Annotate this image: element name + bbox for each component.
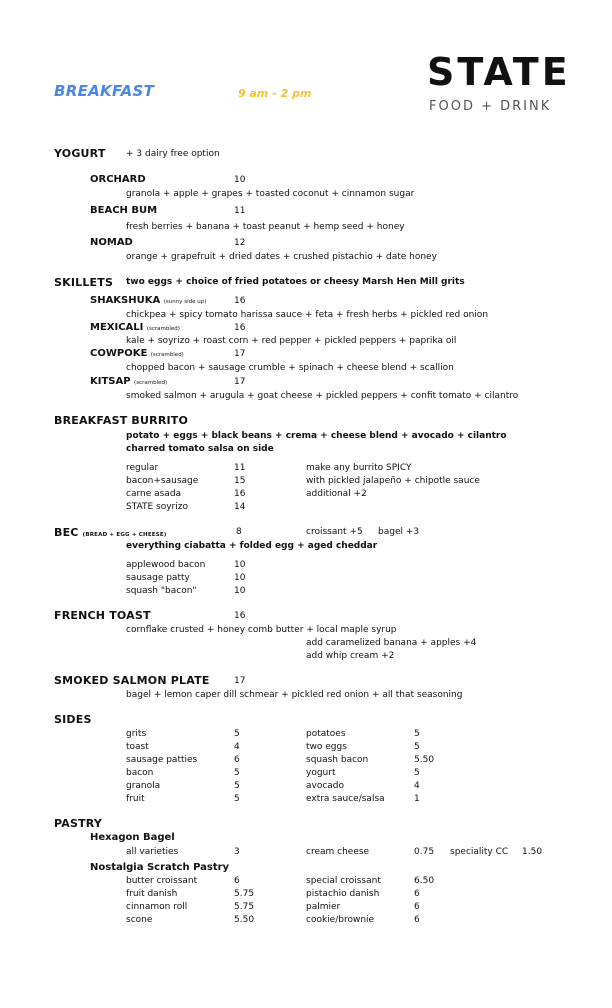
burrito-desc: potato + eggs + black beans + crema + cheese blend + avocado + cilantro <box>126 431 507 441</box>
option-price: 11 <box>234 463 246 473</box>
option-price: 5 <box>234 794 240 804</box>
bec-subtitle: (BREAD + EGG + CHEESE) <box>82 532 167 538</box>
item-price: 16 <box>234 323 246 333</box>
item-desc: kale + soyrizo + roast corn + red pepper + pickled peppers + paprika oil <box>126 336 457 346</box>
french-toast-add: add whip cream +2 <box>306 651 395 661</box>
option-price: 14 <box>234 502 246 512</box>
option-name: cookie/brownie <box>306 915 375 925</box>
option-name: cinnamon roll <box>126 902 188 912</box>
option-name: special croissant <box>306 876 381 886</box>
option-price: 5 <box>234 729 240 739</box>
option-price: 6 <box>414 902 420 912</box>
burrito-desc: charred tomato salsa on side <box>126 444 274 454</box>
salmon-price: 17 <box>234 676 246 686</box>
option-price: 4 <box>234 742 240 752</box>
option-price: 5 <box>414 768 420 778</box>
item-style: (scrambled) <box>134 380 168 386</box>
option-price: 15 <box>234 476 246 486</box>
item-name: NOMAD <box>90 237 133 248</box>
option-name: pistachio danish <box>306 889 380 899</box>
option-name: fruit <box>126 794 145 804</box>
option-price: 5.50 <box>234 915 255 925</box>
section-title-burrito: BREAKFAST BURRITO <box>54 414 189 427</box>
option-price: 16 <box>234 489 246 499</box>
item-desc: fresh berries + banana + toast peanut + hemp seed + honey <box>126 222 405 232</box>
item-price: 10 <box>234 175 246 185</box>
section-title-skillets: SKILLETS <box>54 276 114 289</box>
option-price: 6 <box>234 755 240 765</box>
section-title-sides: SIDES <box>54 713 92 726</box>
option-name: sausage patty <box>126 573 190 583</box>
section-title-yogurt: YOGURT <box>54 147 106 160</box>
item-price: 17 <box>234 349 246 359</box>
item-desc: granola + apple + grapes + toasted coconut + cinnamon sugar <box>126 189 415 199</box>
option-name: applewood bacon <box>126 560 206 570</box>
burrito-extra: make any burrito SPICY <box>306 463 412 473</box>
item-style: (sunny side up) <box>163 299 207 305</box>
option-name: squash "bacon" <box>126 586 197 596</box>
option-name: extra sauce/salsa <box>306 794 385 804</box>
burrito-extra: with pickled jalapeño + chipotle sauce <box>306 476 480 486</box>
option-price: 3 <box>234 847 240 857</box>
option-name: fruit danish <box>126 889 178 899</box>
scratch-pastry-title: Nostalgia Scratch Pastry <box>90 862 230 873</box>
option-price: 6 <box>234 876 240 886</box>
option-name: potatoes <box>306 729 346 739</box>
option-name: granola <box>126 781 161 791</box>
salmon-desc: bagel + lemon caper dill schmear + pickled red onion + all that seasoning <box>126 690 463 700</box>
bec-addon: bagel +3 <box>378 527 420 537</box>
item-price: 11 <box>234 206 246 216</box>
yogurt-note: + 3 dairy free option <box>126 149 220 159</box>
option-price: 10 <box>234 560 246 570</box>
bec-title: BEC <box>54 526 79 539</box>
item-style: (scrambled) <box>150 352 184 358</box>
item-name <box>90 376 167 387</box>
item-name <box>90 348 184 359</box>
section-title-salmon: SMOKED SALMON PLATE <box>54 674 210 687</box>
french-toast-price: 16 <box>234 611 246 621</box>
bec-desc: everything ciabatta + folded egg + aged cheddar <box>126 541 378 551</box>
item-name-text: SHAKSHUKA <box>90 295 161 306</box>
item-desc: orange + grapefruit + dried dates + crushed pistachio + date honey <box>126 252 437 262</box>
option-name: toast <box>126 742 149 752</box>
item-name-text: KITSAP <box>90 376 131 387</box>
section-title-french-toast: FRENCH TOAST <box>54 609 151 622</box>
option-name: STATE soyrizo <box>126 502 188 512</box>
bec-addon: croissant +5 <box>306 527 363 537</box>
burrito-extra: additional +2 <box>306 489 367 499</box>
option-name: bacon <box>126 768 154 778</box>
option-price: 1.50 <box>522 847 543 857</box>
option-price: 6.50 <box>414 876 435 886</box>
option-price: 5.75 <box>234 889 255 899</box>
item-desc: smoked salmon + arugula + goat cheese + pickled peppers + confit tomato + cilantro <box>126 391 519 401</box>
item-name: ORCHARD <box>90 174 146 185</box>
option-price: 5 <box>234 768 240 778</box>
option-price: 6 <box>414 915 420 925</box>
option-name: all varieties <box>126 847 179 857</box>
french-toast-desc: cornflake crusted + honey comb butter + local maple syrup <box>126 625 397 635</box>
option-price: 5 <box>414 729 420 739</box>
hexagon-bagel-title: Hexagon Bagel <box>90 832 175 843</box>
option-name: bacon+sausage <box>126 476 199 486</box>
option-price: 1 <box>414 794 420 804</box>
item-name: BEACH BUM <box>90 205 158 216</box>
item-style: (scrambled) <box>146 326 180 332</box>
option-name: scone <box>126 915 153 925</box>
item-desc: chickpea + spicy tomato harissa sauce + feta + fresh herbs + pickled red onion <box>126 310 489 320</box>
section-title-bec <box>54 526 167 539</box>
option-name: butter croissant <box>126 876 198 886</box>
option-name: regular <box>126 463 159 473</box>
option-name: speciality CC <box>450 847 509 857</box>
option-price: 5 <box>234 781 240 791</box>
item-price: 16 <box>234 296 246 306</box>
option-price: 6 <box>414 889 420 899</box>
option-price: 5.50 <box>414 755 435 765</box>
logo-wordmark: STATE <box>427 50 571 94</box>
item-desc: chopped bacon + sausage crumble + spinach + cheese blend + scallion <box>126 363 454 373</box>
option-price: 0.75 <box>414 847 435 857</box>
option-price: 5.75 <box>234 902 255 912</box>
option-price: 4 <box>414 781 420 791</box>
option-name: two eggs <box>306 742 347 752</box>
option-name: cream cheese <box>306 847 370 857</box>
item-price: 12 <box>234 238 246 248</box>
french-toast-add: add caramelized banana + apples +4 <box>306 638 477 648</box>
option-name: sausage patties <box>126 755 198 765</box>
skillets-note: two eggs + choice of fried potatoes or cheesy Marsh Hen Mill grits <box>126 277 465 287</box>
item-name-text: COWPOKE <box>90 348 148 359</box>
section-title-pastry: PASTRY <box>54 817 103 830</box>
item-price: 17 <box>234 377 246 387</box>
bec-price: 8 <box>236 527 242 537</box>
item-name <box>90 322 180 333</box>
option-name: avocado <box>306 781 345 791</box>
option-name: palmier <box>306 902 341 912</box>
option-name: squash bacon <box>306 755 369 765</box>
option-price: 10 <box>234 573 246 583</box>
item-name <box>90 295 206 306</box>
option-name: yogurt <box>306 768 336 778</box>
option-price: 10 <box>234 586 246 596</box>
option-name: grits <box>126 729 147 739</box>
option-price: 5 <box>414 742 420 752</box>
hours: 9 am - 2 pm <box>238 87 312 100</box>
item-name-text: MEXICALI <box>90 322 144 333</box>
page-title: BREAKFAST <box>54 82 155 100</box>
option-name: carne asada <box>126 489 182 499</box>
logo-tagline: FOOD + DRINK <box>429 99 552 114</box>
